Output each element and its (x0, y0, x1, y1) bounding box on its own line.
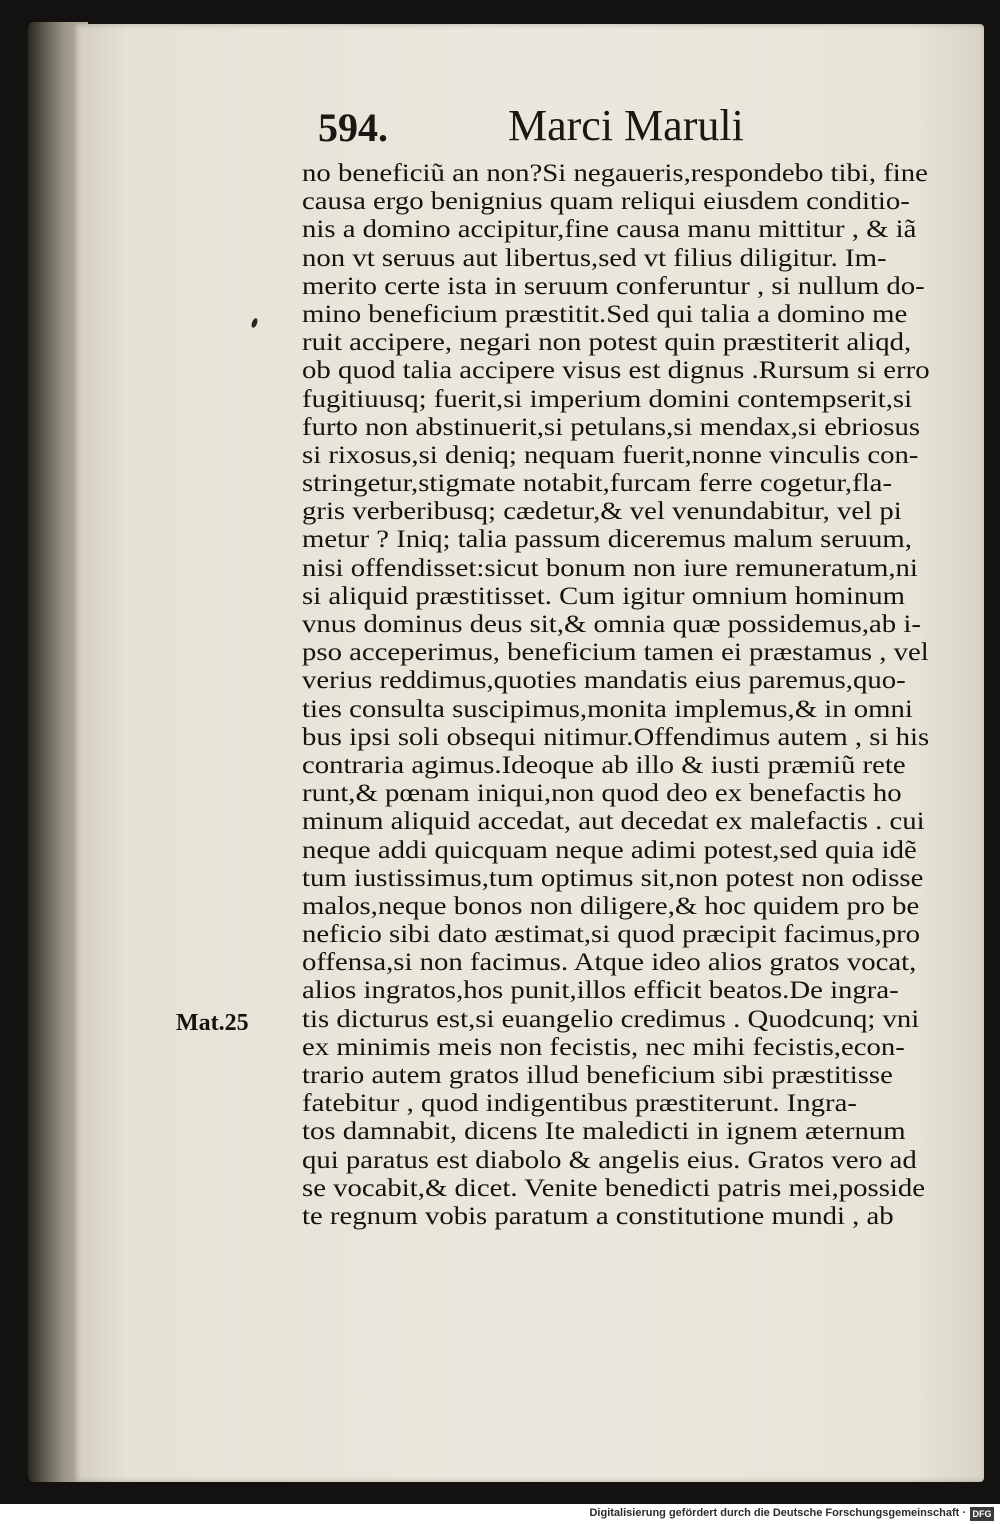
body-text (302, 160, 962, 1231)
text-line: tis dicturus est,si euangelio credimus . Quodcunq; vni (302, 1005, 920, 1033)
text-line: ties consulta suscipimus,monita implemus,& in omni (302, 695, 913, 723)
text-line: te regnum vobis paratum a constitutione mundi , ab (302, 1202, 894, 1230)
running-head (318, 100, 838, 150)
text-line: trario autem gratos illud beneficium sibi præstitisse (302, 1062, 893, 1089)
text-line: gris verberibusq; cædetur,& vel venundabitur, vel pi (302, 498, 902, 526)
text-line: malos,neque bonos non diligere,& hoc quidem pro be (302, 892, 920, 920)
text-line: bus ipsi soli obsequi nitimur.Offendimus autem , si his (302, 723, 930, 751)
text-line: merito certe ista in seruum conferuntur , si nullum do- (302, 272, 925, 300)
text-line: verius reddimus,quoties mandatis eius paremus,quo- (302, 667, 906, 695)
text-line: si rixosus,si deniq; nequam fuerit,nonne vinculis con- (302, 441, 919, 469)
text-line: offensa,si non facimus. Atque ideo alios gratos vocat, (302, 949, 917, 977)
text-line: tos damnabit, dicens Ite maledicti in ignem æternum (302, 1118, 906, 1146)
text-line: tum iustissimus,tum optimus sit,non potest non odisse (302, 864, 924, 892)
text-line: furto non abstinuerit,si petulans,si mendax,si ebriosus (302, 413, 921, 441)
text-line: ruit accipere, negari non potest quin præstiterit aliqd, (302, 329, 912, 357)
text-line: pso acceperimus, beneficium tamen ei præstamus , vel (302, 639, 929, 667)
text-line: metur ? Iniq; talia passum diceremus malum seruum, (302, 526, 912, 554)
text-line: si aliquid præstitisset. Cum igitur omnium hominum (302, 582, 905, 610)
running-title: Marci Maruli (508, 101, 744, 150)
text-line: ex minimis meis non fecistis, nec mihi fecistis,econ- (302, 1033, 905, 1061)
text-line: alios ingratos,hos punit,illos efficit beatos.De ingra- (302, 977, 899, 1005)
text-line: contraria agimus.Ideoque ab illo & iusti præmiũ rete (302, 751, 906, 779)
text-line: mino beneficium præstitit.Sed qui talia a domino me (302, 300, 908, 328)
text-line: nisi offendisset:sicut bonum non iure remuneratum,ni (302, 554, 918, 582)
text-line: neque addi quicquam neque adimi potest,sed quia idẽ (302, 836, 917, 864)
text-line: ob quod talia accipere visus est dignus .Rursum si erro (302, 357, 930, 385)
footer-bar (0, 1504, 1000, 1524)
text-line: causa ergo benignius quam reliqui eiusdem conditio- (302, 188, 910, 216)
text-line: neficio sibi dato æstimat,si quod præcipit facimus,pro (302, 921, 921, 949)
text-line: se vocabit,& dicet. Venite benedicti patris mei,posside (302, 1174, 926, 1202)
text-line: qui paratus est diabolo & angelis eius. Gratos vero ad (302, 1146, 917, 1174)
text-line: no beneficiũ an non?Si negaueris,respondebo tibi, fine (302, 160, 928, 187)
text-line: fugitiuusq; fuerit,si imperium domini contempserit,si (302, 385, 913, 413)
text-line: runt,& pœnam iniqui,non quod deo ex benefactis ho (302, 780, 902, 808)
page-number: 594. (318, 105, 388, 150)
text-line: vnus dominus deus sit,& omnia quæ possidemus,ab i- (302, 611, 921, 638)
dfg-logo: DFG (970, 1507, 994, 1521)
text-line: nis a domino accipitur,fine causa manu mittitur , & iã (302, 216, 917, 244)
footer-credit: Digitalisierung gefördert durch die Deutsche Forschungsgemeinschaft · (589, 1507, 966, 1519)
margin-note: Mat.25 (176, 1010, 249, 1036)
text-line: stringetur,stigmate notabit,furcam ferre cogetur,fla- (302, 470, 893, 498)
text-line: non vt seruus aut libertus,sed vt filius diligitur. Im- (302, 244, 887, 272)
text-line: minum aliquid accedat, aut decedat ex malefactis . cui (302, 808, 925, 836)
text-line: fatebitur , quod indigentibus præstiterunt. Ingra- (302, 1090, 857, 1118)
